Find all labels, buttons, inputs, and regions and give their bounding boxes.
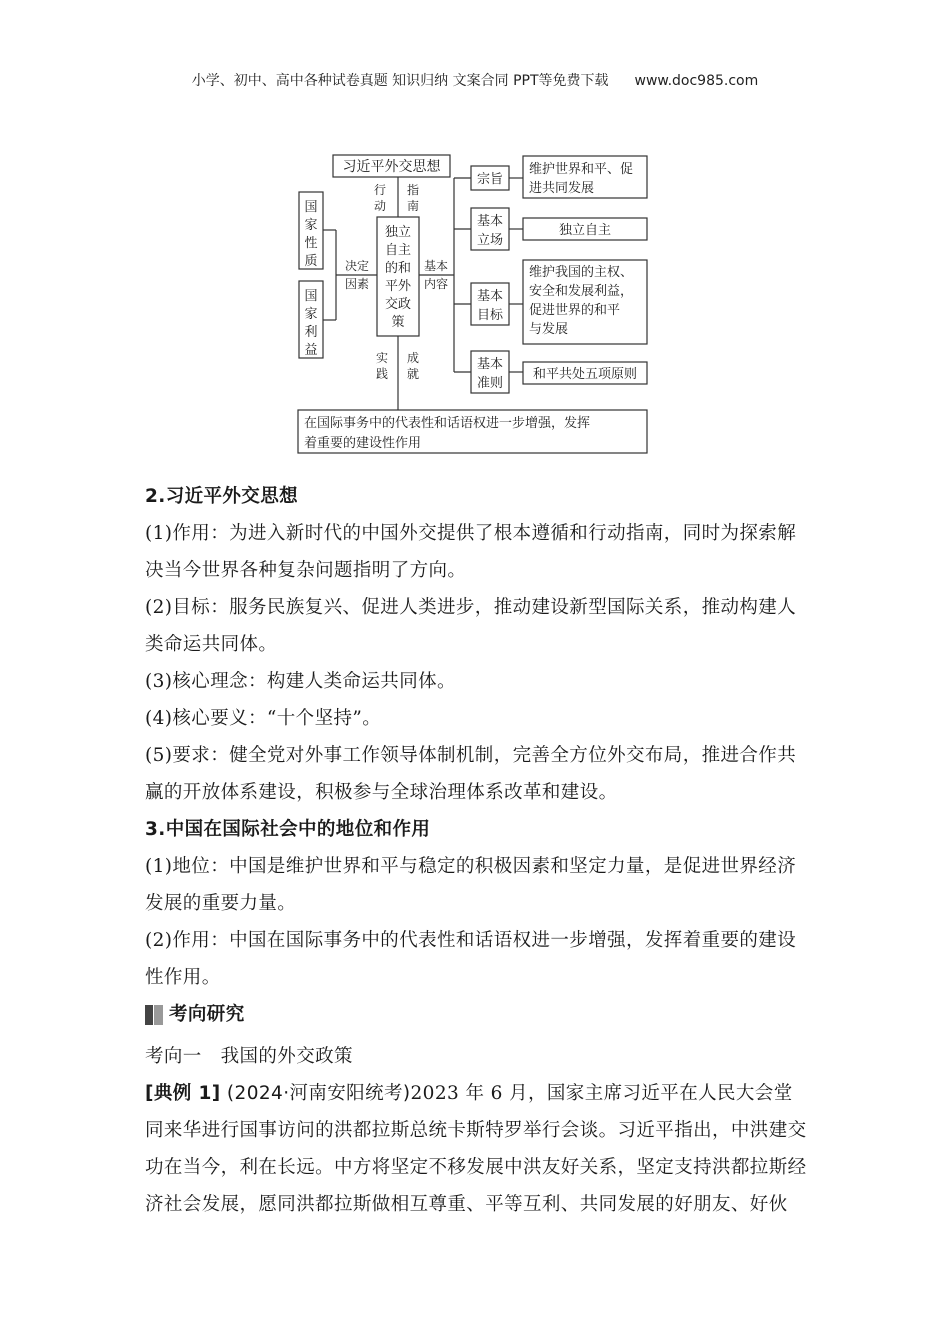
page-header (0, 70, 950, 90)
goal-content-3: 促进世界的和平 (529, 303, 621, 318)
stance-label-1: 基本 (476, 214, 504, 229)
center-line-1: 独立 (384, 225, 412, 240)
principle-label-2: 准则 (476, 376, 504, 391)
goal-content-4: 与发展 (529, 322, 569, 337)
goal-content-1: 维护我国的主权、 (529, 265, 634, 280)
example-1 (145, 1075, 807, 1223)
label-determining-1: 决定 (344, 259, 370, 273)
box-xi-diplomacy-text: 习近平外交思想 (342, 159, 441, 175)
label-guide-2: 南 (406, 199, 420, 213)
achievement-line-1: 在国际事务中的代表性和话语权进一步增强，发挥 (304, 416, 591, 431)
section-3-heading: 3.中国在国际社会中的地位和作用 (145, 819, 431, 840)
section-2-heading: 2.习近平外交思想 (145, 486, 299, 507)
nature-char-4: 质 (304, 254, 318, 269)
principle-label-1: 基本 (476, 357, 504, 372)
main-content (145, 478, 807, 1223)
interest-char-4: 益 (304, 343, 318, 358)
s2-item-3: (3)核心理念：构建人类命运共同体。 (145, 671, 456, 692)
interest-char-3: 利 (304, 325, 318, 340)
header-text: 小学、初中、高中各种试卷真题 知识归纳 文案合同 PPT等免费下载 (191, 73, 609, 89)
center-line-6: 策 (391, 315, 405, 330)
example-text: 2023 年 6 月，国家主席习近平在人民大会堂同来华进行国事访问的洪都拉斯总统卡斯特罗举行会谈。习近平指出，中洪建交功在当今，利在长远。中方将坚定不移发展中洪友好关系，坚定支持洪都拉斯经济社会发展，愿同洪都拉斯做相互尊重、平等互利、共同发展的好朋友、好伙 (145, 1082, 807, 1215)
stance-label-2: 立场 (476, 233, 504, 248)
example-source: (2024·河南安阳统考) (226, 1082, 411, 1104)
label-achievement-2: 就 (406, 367, 420, 381)
purpose-content-1: 维护世界和平、促 (529, 162, 634, 177)
nature-char-3: 性 (304, 236, 318, 251)
header-site: www.doc985.com (634, 73, 759, 89)
foreign-policy-diagram (290, 150, 655, 458)
research-tag-text: 考向研究 (169, 1004, 245, 1025)
label-basic-content-2: 内容 (423, 277, 449, 291)
s2-item-5: (5)要求：健全党对外事工作领导体制机制，完善全方位外交布局，推进合作共赢的开放体系建设，积极参与全球治理体系改革和建设。 (145, 745, 797, 803)
label-action-2: 动 (373, 199, 387, 213)
label-action-1: 行 (373, 183, 387, 197)
label-basic-content-1: 基本 (423, 259, 449, 273)
stance-content: 独立自主 (558, 223, 612, 238)
nature-char-1: 国 (304, 200, 318, 215)
label-guide-1: 指 (406, 183, 420, 197)
goal-content-2: 安全和发展利益， (529, 284, 634, 299)
research-tag (145, 996, 245, 1033)
goal-label-1: 基本 (476, 289, 504, 304)
direction-one: 考向一 我国的外交政策 (145, 1045, 353, 1067)
s2-item-1: (1)作用：为进入新时代的中国外交提供了根本遵循和行动指南，同时为探索解决当今世界各种复杂问题指明了方向。 (145, 523, 797, 581)
principle-content: 和平共处五项原则 (532, 367, 638, 382)
nature-char-2: 家 (304, 218, 318, 233)
label-achievement-1: 成 (406, 351, 420, 365)
label-determining-2: 因素 (344, 277, 370, 291)
example-label: [典例 1] (145, 1082, 221, 1104)
label-practice-1: 实 (375, 351, 389, 365)
purpose-content-2: 进共同发展 (529, 181, 595, 196)
center-line-5: 交政 (384, 297, 412, 312)
center-line-3: 的和 (384, 261, 412, 276)
purpose-label: 宗旨 (476, 172, 504, 187)
label-practice-2: 践 (375, 367, 389, 381)
center-line-4: 平外 (384, 279, 412, 294)
interest-char-1: 国 (304, 289, 318, 304)
center-line-2: 自主 (384, 243, 412, 258)
s2-item-2: (2)目标：服务民族复兴、促进人类进步，推动建设新型国际关系，推动构建人类命运共同体。 (145, 597, 797, 655)
s2-item-4: (4)核心要义：“十个坚持”。 (145, 708, 382, 729)
goal-label-2: 目标 (476, 308, 504, 323)
section-marker-icon (145, 1005, 163, 1025)
s3-item-1: (1)地位：中国是维护世界和平与稳定的积极因素和坚定力量，是促进世界经济发展的重要力量。 (145, 856, 797, 914)
s3-item-2: (2)作用：中国在国际事务中的代表性和话语权进一步增强，发挥着重要的建设性作用。 (145, 930, 797, 988)
achievement-line-2: 着重要的建设性作用 (304, 436, 422, 451)
interest-char-2: 家 (304, 307, 318, 322)
